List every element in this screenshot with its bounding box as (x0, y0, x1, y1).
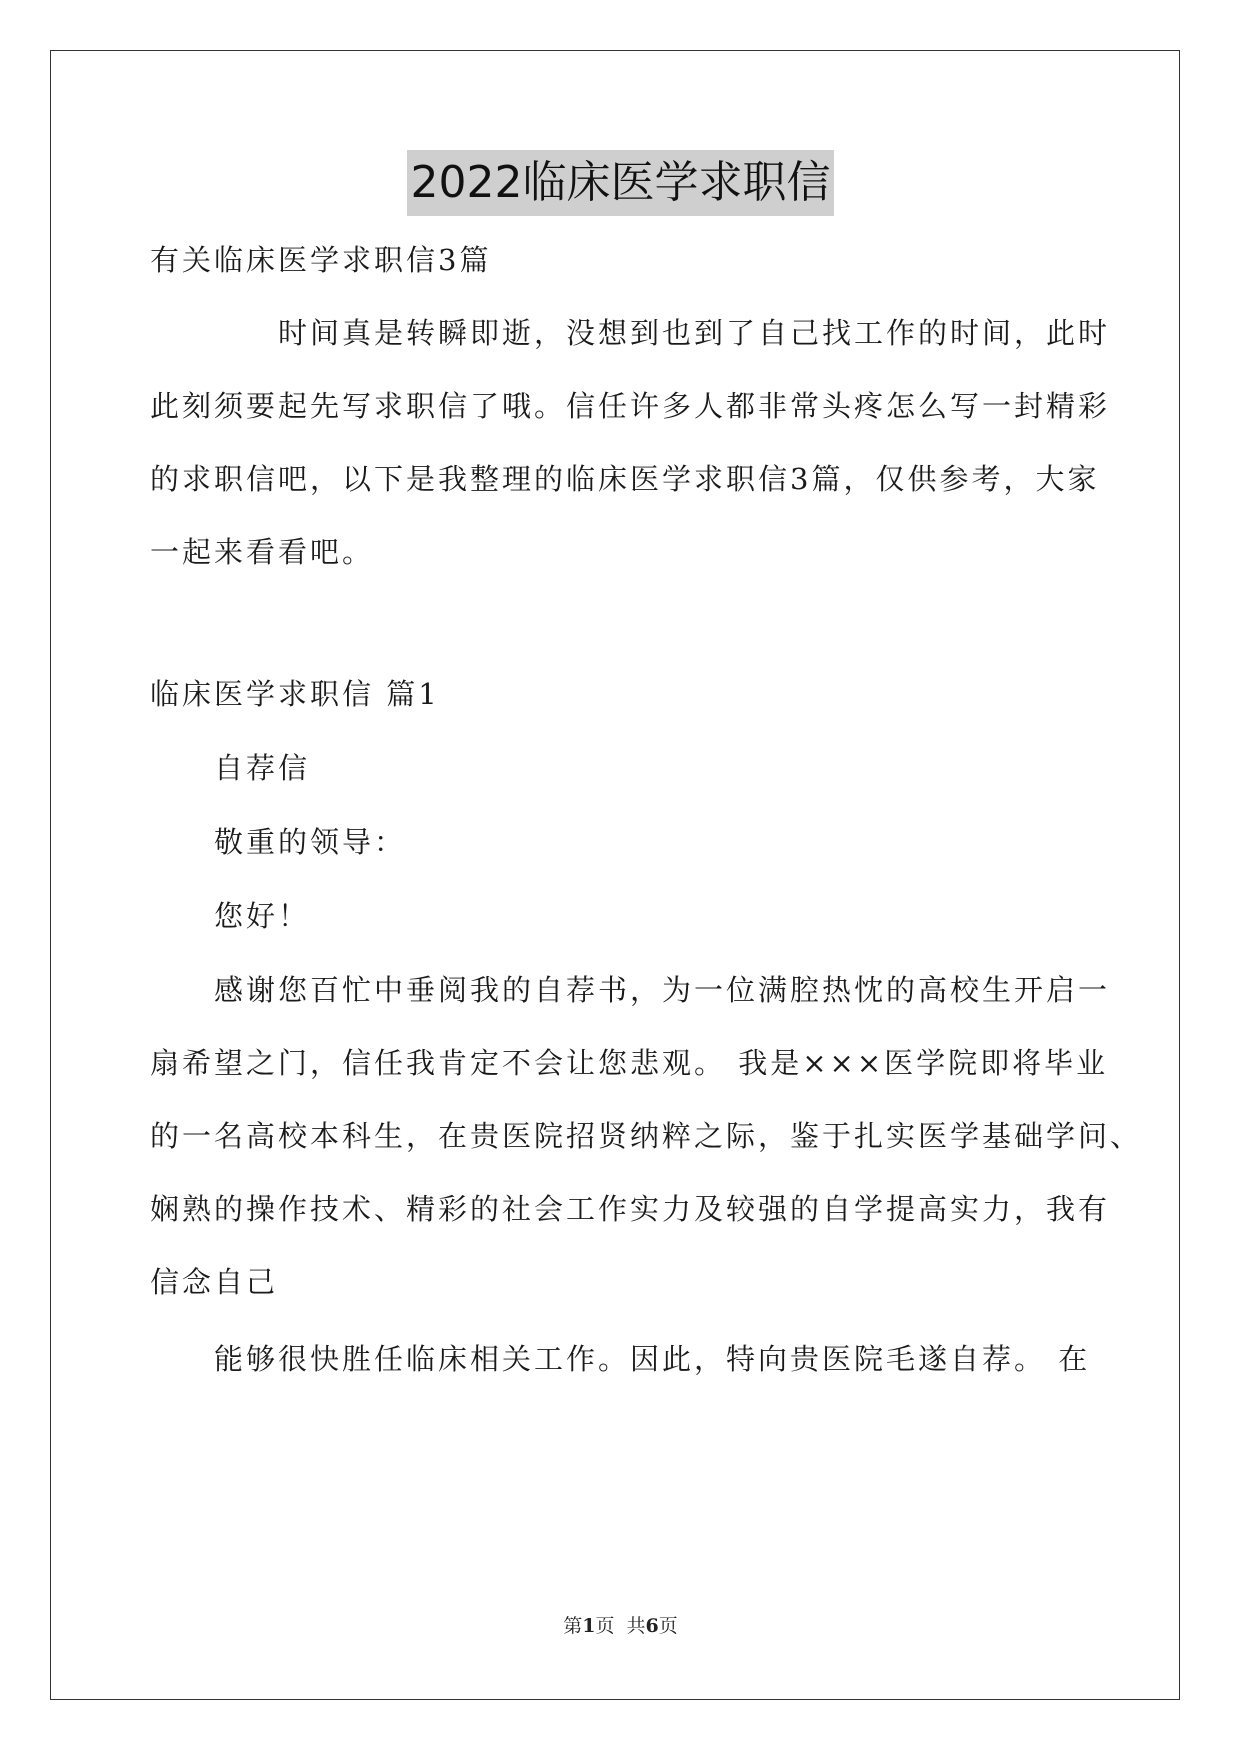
body-line: 能够很快胜任临床相关工作。因此，特向贵医院毛遂自荐。 在 (214, 1342, 1091, 1376)
body-line: 扇希望之门，信任我肯定不会让您悲观。 我是×××医学院即将毕业 (150, 1046, 1109, 1080)
page-footer (0, 1611, 1241, 1638)
document-title: 2022临床医学求职信 (407, 150, 835, 216)
body-line: 娴熟的操作技术、精彩的社会工作实力及较强的自学提高实力，我有 (150, 1192, 1111, 1226)
title-container (0, 150, 1241, 216)
body-line: 的一名高校本科生，在贵医院招贤纳粹之际，鉴于扎实医学基础学问、 (150, 1119, 1143, 1153)
body-line: 此刻须要起先写求职信了哦。信任许多人都非常头疼怎么写一封精彩 (150, 389, 1111, 423)
body-line: 时间真是转瞬即逝，没想到也到了自己找工作的时间，此时 (278, 316, 1111, 350)
page-border (50, 50, 1180, 1700)
letter-heading: 自荐信 (214, 751, 311, 785)
section-heading: 临床医学求职信 篇1 (150, 677, 440, 711)
subtitle-line: 有关临床医学求职信3篇 (150, 243, 492, 277)
footer-suffix: 页 (658, 1615, 678, 1637)
footer-mid: 页 共 (595, 1615, 646, 1637)
footer-page-number: 1 (582, 1615, 596, 1637)
salutation: 敬重的领导： (214, 825, 407, 859)
body-line: 信念自己 (150, 1265, 279, 1299)
body-line: 感谢您百忙中垂阅我的自荐书，为一位满腔热忱的高校生开启一 (214, 973, 1111, 1007)
footer-page-total: 6 (645, 1615, 659, 1637)
greeting: 您好！ (214, 899, 311, 933)
body-line: 的求职信吧，以下是我整理的临床医学求职信3篇，仅供参考，大家 (150, 462, 1100, 496)
body-line: 一起来看看吧。 (150, 535, 375, 569)
footer-prefix: 第 (563, 1615, 583, 1637)
